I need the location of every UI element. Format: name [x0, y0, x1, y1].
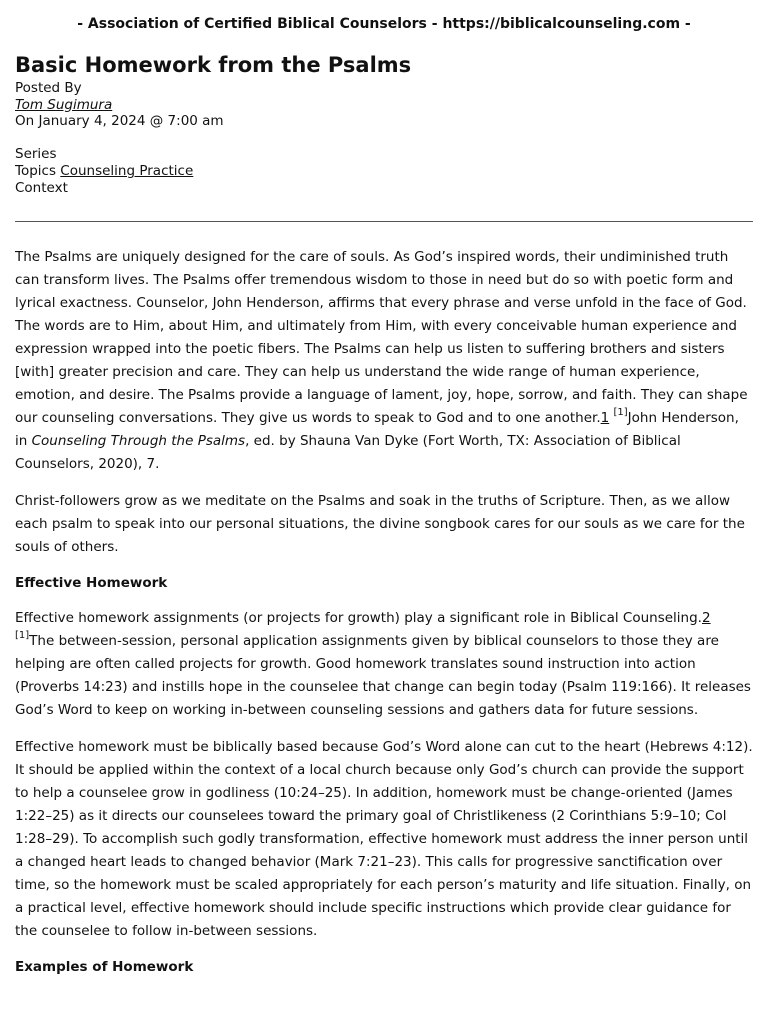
topics-row	[15, 163, 753, 180]
topics-label: Topics	[15, 162, 56, 179]
divider	[15, 221, 753, 222]
heading-effective-homework: Effective Homework	[15, 575, 168, 592]
posted-by-label: Posted By	[15, 80, 82, 96]
paragraph-effective-text: Effective homework assignments (or projects for growth) play a significant role in Biblical Counseling.	[15, 610, 702, 627]
topic-link-counseling-practice[interactable]: Counseling Practice	[60, 162, 194, 179]
paragraph-effective-continued: The between-session, personal application assignments given by biblical counselors to those they are helping are often called projects for growth. Good homework translates sound instruction into action (Proverbs 14:23) and instills hope in the counselee that change can begin today (Psalm 119:166). It releases God’s Word to keep on working in-between counseling sessions and gathers data for future sessions.	[15, 633, 751, 719]
article-body	[15, 246, 753, 979]
context-label: Context	[15, 179, 68, 196]
site-header: - Association of Certified Biblical Counselors - https://biblicalcounseling.com -	[77, 16, 691, 32]
paragraph-effective	[15, 607, 753, 722]
paragraph-christ-followers: Christ-followers grow as we meditate on the Psalms and soak in the truths of Scripture. Then, as we allow each psalm to speak into our personal situations, the divine songbook cares for our souls as we care for the souls of others.	[15, 493, 745, 556]
paragraph-intro-text: The Psalms are uniquely designed for the care of souls. As God’s inspired words, their undiminished truth can transform lives. The Psalms offer tremendous wisdom to those in need but do so with poetic form and lyrical exactness. Counselor, John Henderson, affirms that every phrase and verse unfold in the face of God. The words are to Him, about Him, and ultimately from Him, with every conceivable human experience and expression wrapped into the poetic fibers. The Psalms can help us listen to suffering brothers and sisters [with] greater precision and care. They can help us understand the wide range of human experience, emotion, and desire. The Psalms provide a language of lament, joy, hope, sorrow, and faith. They can shape our counseling conversations. They give us words to speak to God and to one another.	[15, 249, 748, 427]
footnote-marker-1: [1]	[613, 407, 628, 419]
footnote-link-2[interactable]: 2	[701, 610, 711, 627]
footnote-citation-title: Counseling Through the Psalms	[31, 433, 246, 450]
article-meta	[15, 80, 753, 196]
author-link[interactable]: Tom Sugimura	[15, 96, 113, 113]
series-label: Series	[15, 146, 57, 163]
footnote-text-after: , ed. by Shauna Van Dyke (Fort Worth, TX: Association of Biblical Counselors, 2020), 7.	[15, 433, 681, 473]
post-date: On January 4, 2024 @ 7:00 am	[15, 113, 224, 130]
footnote-link-1[interactable]: 1	[600, 410, 610, 427]
paragraph-biblically-based: Effective homework must be biblically based because God’s Word alone can cut to the heart (Hebrews 4:12). It should be applied within the context of a local church because only God’s church can provide the support to help a counselee grow in godliness (10:24–25). In addition, homework must be change-oriented (James 1:22–25) as it directs our counselees toward the primary goal of Christlikeness (2 Corinthians 5:9–10; Col 1:28–29). To accomplish such godly transformation, effective homework must address the inner person until a changed heart leads to changed behavior (Mark 7:21–23). This calls for progressive sanctification over time, so the homework must be scaled appropriately for each person’s maturity and life situation. Finally, on a practical level, effective homework should include specific instructions which provide clear guidance for the counselee to follow in-between sessions.	[15, 739, 753, 940]
footnote-text-before: John Henderson, in	[15, 410, 739, 450]
footnote-marker-2: [1]	[15, 630, 30, 642]
article-title: Basic Homework from the Psalms	[15, 53, 412, 77]
heading-examples-of-homework: Examples of Homework	[15, 959, 194, 976]
paragraph-intro	[15, 246, 753, 476]
